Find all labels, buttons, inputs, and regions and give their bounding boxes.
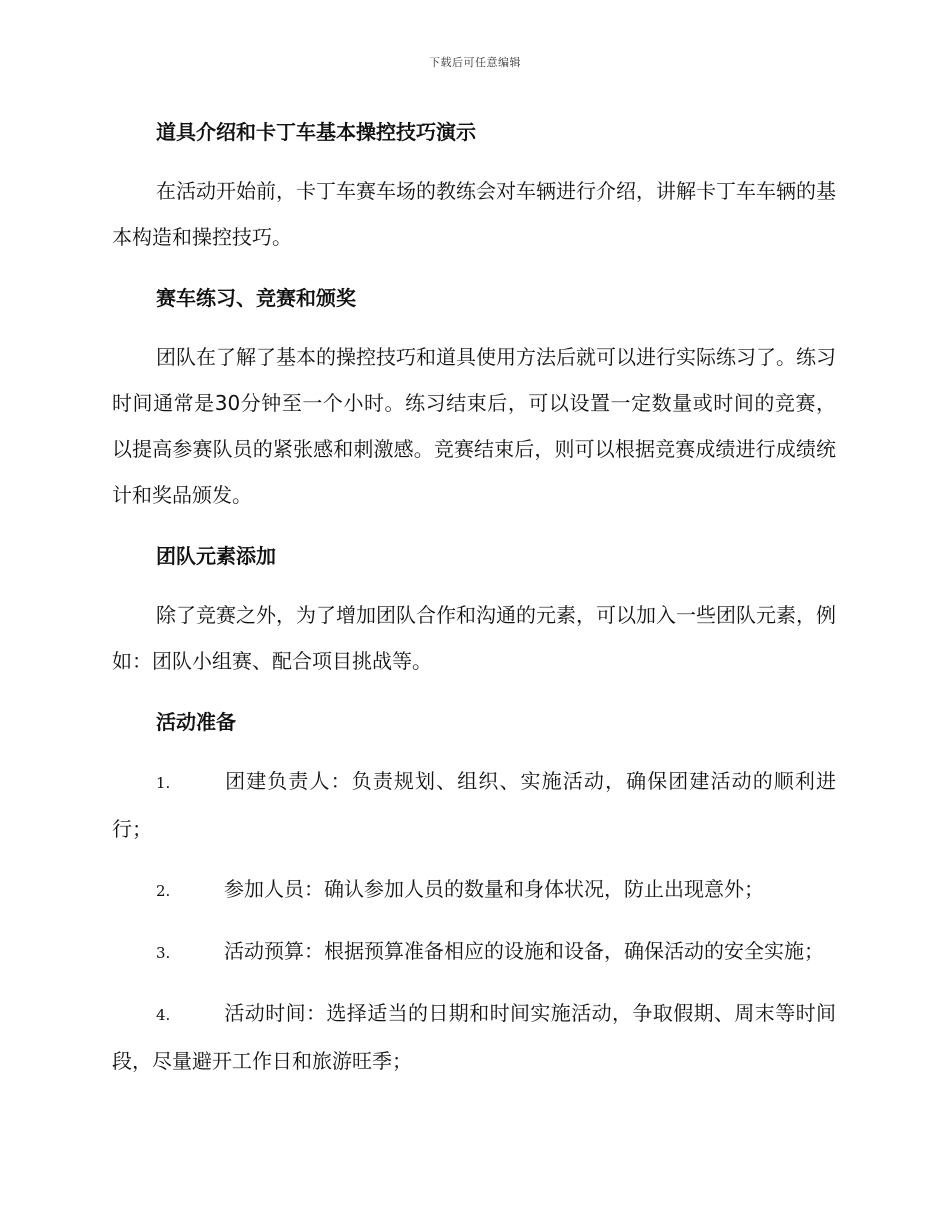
section-heading-props-intro: 道具介绍和卡丁车基本操控技巧演示 [156,120,476,144]
document-body [112,110,836,1084]
list-item-text: 活动时间：选择适当的日期和时间实施活动，争取假期、周末等时间段，尽量避开工作日和旅游旺季； [112,1001,836,1073]
section-paragraph-team-elements: 除了竞赛之外，为了增加团队合作和沟通的元素，可以加入一些团队元素，例如：团队小组赛、配合项目挑战等。 [112,603,836,673]
list-item [112,990,836,1084]
section-heading-racing: 赛车练习、竞赛和颁奖 [156,286,356,310]
list-item-text: 活动预算：根据预算准备相应的设施和设备，确保活动的安全实施； [224,939,824,963]
list-item-text: 团建负责人：负责规划、组织、实施活动，确保团建活动的顺利进行； [112,769,836,841]
list-item [112,928,836,976]
page-header-note: 下载后可任意编辑 [429,56,521,69]
section-paragraph-props-intro: 在活动开始前，卡丁车赛车场的教练会对车辆进行介绍，讲解卡丁车车辆的基本构造和操控技巧。 [112,179,836,249]
list-number: 1. [156,774,171,792]
list-item [112,758,836,852]
section-heading-team-elements: 团队元素添加 [156,544,276,568]
list-number: 4. [156,1006,171,1024]
section-paragraph-racing: 团队在了解了基本的操控技巧和道具使用方法后就可以进行实际练习了。练习时间通常是30分钟至一个小时。练习结束后，可以设置一定数量或时间的竞赛，以提高参赛队员的紧张感和刺激感。竞赛结束后，则可以根据竞赛成绩进行成绩统计和奖品颁发。 [112,345,836,507]
list-item-text: 参加人员：确认参加人员的数量和身体状况，防止出现意外； [224,877,764,901]
list-item [112,866,836,914]
list-number: 2. [156,882,171,900]
section-heading-preparation: 活动准备 [156,710,236,734]
list-number: 3. [156,944,171,962]
